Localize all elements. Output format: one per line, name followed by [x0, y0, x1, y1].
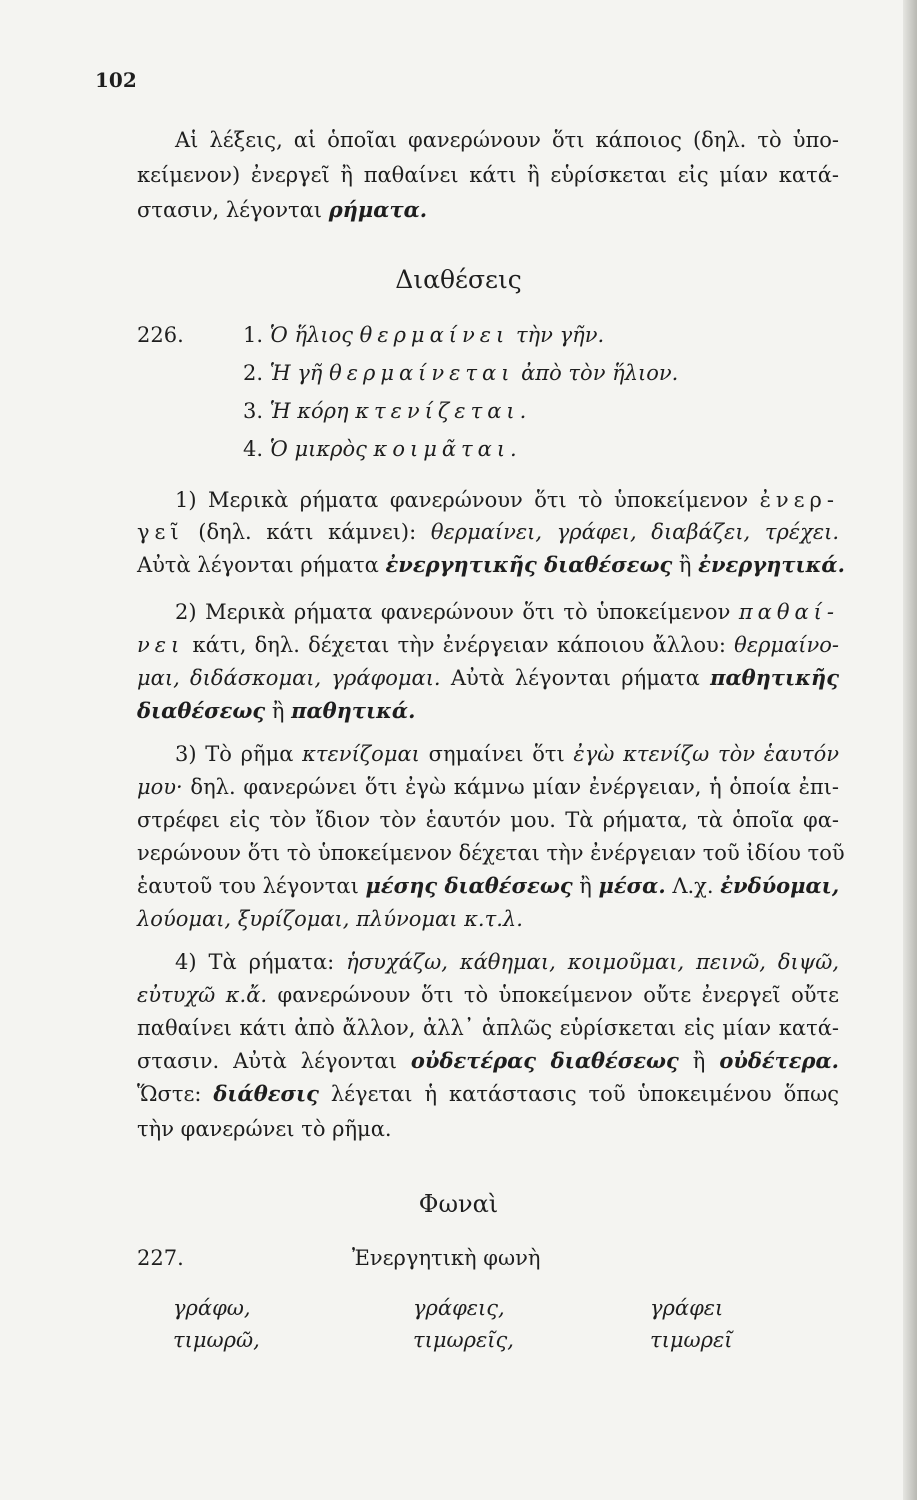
conjugation-r2-c1: τιμωρῶ,: [173, 1328, 260, 1352]
p2-line-2: νει κάτι, δηλ. δέχεται τὴν ἐνέργειαν κάποιου ἄλλου: θερμαίνο-: [137, 633, 839, 657]
p4-line-4: στασιν. Αὐτὰ λέγονται οὐδετέρας διαθέσεως ἢ οὐδέτερα.: [137, 1048, 839, 1073]
heading-fonai: Φωναὶ: [418, 1190, 499, 1218]
example-1: 1. Ὁ ἥλιος θερμαίνει τὴν γῆν.: [243, 323, 605, 347]
intro-line-3: στασιν, λέγονται ρήματα.: [137, 197, 428, 222]
book-spine-shadow: [903, 0, 917, 1500]
p2-line-4: διαθέσεως ἢ παθητικά.: [137, 698, 416, 723]
p1-line-1: 1) Μερικὰ ρήματα φανερώνουν ὅτι τὸ ὑποκείμενον ἐνερ-: [175, 488, 839, 512]
conjugation-r1-c2: γράφεις,: [413, 1296, 505, 1320]
p2-line-1: 2) Μερικὰ ρήματα φανερώνουν ὅτι τὸ ὑποκείμενον παθαί-: [175, 600, 839, 624]
section-number-227: 227.: [137, 1246, 184, 1270]
conjugation-r1-c3: γράφει: [650, 1296, 724, 1320]
active-voice-title: Ἐνεργητικὴ φωνὴ: [352, 1246, 541, 1270]
example-3: 3. Ἡ κόρη κτενίζεται.: [243, 399, 532, 423]
conjugation-r2-c3: τιμωρεῖ: [650, 1328, 733, 1352]
p2-line-3: μαι, διδάσκομαι, γράφομαι. Αὐτὰ λέγονται ρήματα παθητικῆς: [137, 665, 839, 690]
p4-line-5: Ὥστε: διάθεσις λέγεται ἡ κατάστασις τοῦ ὑποκειμένου ὅπως: [137, 1081, 839, 1106]
conjugation-r2-c2: τιμωρεῖς,: [413, 1328, 514, 1352]
page-number: 102: [95, 68, 137, 92]
p3-line-5: ἑαυτοῦ του λέγονται μέσης διαθέσεως ἢ μέσα. Λ.χ. ἐνδύομαι,: [137, 873, 840, 898]
p1-line-2: γεῖ (δηλ. κάτι κάμνει): θερμαίνει, γράφει, διαβάζει, τρέχει.: [137, 520, 839, 544]
p3-line-3: στρέφει εἰς τὸν ἴδιον τὸν ἑαυτόν μου. Τὰ ρήματα, τὰ ὁποῖα φα-: [137, 808, 839, 832]
p4-line-6: τὴν φανερώνει τὸ ρῆμα.: [137, 1117, 392, 1141]
p4-line-1: 4) Τὰ ρήματα: ἡσυχάζω, κάθημαι, κοιμοῦμαι, πεινῶ, διψῶ,: [175, 950, 839, 974]
p3-line-6: λούομαι, ξυρίζομαι, πλύνομαι κ.τ.λ.: [137, 907, 523, 931]
p3-line-4: νερώνουν ὅτι τὸ ὑποκείμενον δέχεται τὴν ἐνέργειαν τοῦ ἰδίου τοῦ: [137, 841, 845, 865]
p3-line-2: μου· δηλ. φανερώνει ὅτι ἐγὼ κάμνω μίαν ἐνέργειαν, ἡ ὁποία ἐπι-: [137, 775, 839, 799]
intro-line-1: Αἱ λέξεις, αἱ ὁποῖαι φανερώνουν ὅτι κάποιος (δηλ. τὸ ὑπο-: [175, 128, 839, 152]
p3-line-1: 3) Τὸ ρῆμα κτενίζομαι σημαίνει ὅτι ἐγὼ κτενίζω τὸν ἑαυτόν: [175, 742, 839, 766]
example-2: 2. Ἡ γῆ θερμαίνεται ἀπὸ τὸν ἥλιον.: [243, 361, 679, 385]
section-number-226: 226.: [137, 323, 184, 347]
p4-line-2: εὐτυχῶ κ.ἄ. φανερώνουν ὅτι τὸ ὑποκείμενον οὔτε ἐνεργεῖ οὔτε: [137, 983, 839, 1007]
p1-line-3: Αὐτὰ λέγονται ρήματα ἐνεργητικῆς διαθέσεως ἢ ἐνεργητικά.: [137, 552, 845, 577]
example-4: 4. Ὁ μικρὸς κοιμᾶται.: [243, 437, 522, 461]
heading-diatheseis: Διαθέσεις: [395, 265, 522, 294]
p4-line-3: παθαίνει κάτι ἀπὸ ἄλλον, ἀλλ᾽ ἁπλῶς εὑρίσκεται εἰς μίαν κατά-: [137, 1016, 839, 1040]
conjugation-r1-c1: γράφω,: [173, 1296, 251, 1320]
intro-line-2: κείμενον) ἐνεργεῖ ἢ παθαίνει κάτι ἢ εὑρίσκεται εἰς μίαν κατά-: [137, 163, 839, 187]
